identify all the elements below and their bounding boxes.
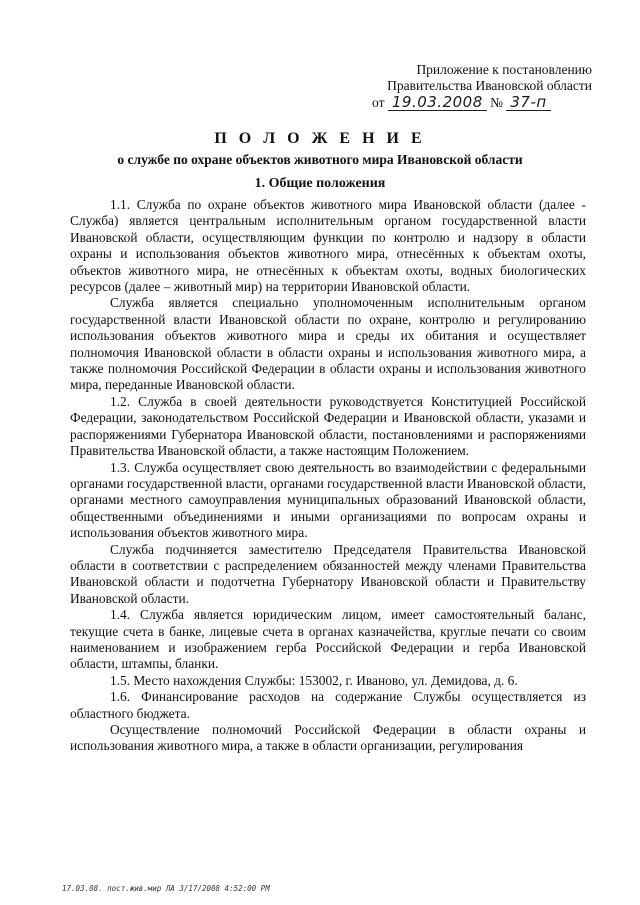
section-heading: 1. Общие положения [254,176,386,191]
file-footer: 17.03.08. пост.жив.мир ЛА 3/17/2008 4:52:00 PM [62,884,270,893]
document-title: П О Л О Ж Е Н И Е [214,130,426,147]
attachment-line-1: Приложение к постановлению [416,62,592,77]
paragraph: 1.4. Служба является юридическим лицом, имеет самостоятельный баланс, текущие счета в банке, лицевые счета в органах казначейства, круглые печати со своим наименованием и изображением герба Российской Федерации и герба Ивановской области, штампы, бланки. [70,607,586,672]
handwritten-number: 37-п [506,94,550,111]
paragraph: 1.6. Финансирование расходов на содержание Службы осуществляется из областного бюджета. [70,689,586,721]
handwritten-date: 19.03.2008 [388,94,487,111]
document-subtitle: о службе по охране объектов животного мира Ивановской области [117,152,523,167]
attachment-header [372,62,592,111]
document-body [70,197,586,755]
paragraph: 1.5. Место нахождения Службы: 153002, г. Иваново, ул. Демидова, д. 6. [110,672,518,688]
paragraph: Служба является специально уполномоченным исполнительным органом государственной власти Ивановской области по охране, контролю и регулированию использования объектов животного мира и среды их обитания и осуществляет полномочия Ивановской области в области охраны и использования животного мира, а также полномочия Российской Федерации в области охраны и использования животного мира, переданные Ивановской области. [70,295,586,393]
paragraph: 1.1. Служба по охране объектов животного мира Ивановской области (далее - Служба) является центральным исполнительным органом государственной власти Ивановской области, осуществляющим функции по контролю и надзору в области охраны и использования объектов животного мира, отнесённых к объектам охоты, объектов животного мира, не отнесённых к объектам охоты, водных биологических ресурсов (далее – животный мир) на территории Ивановской области. [70,197,586,295]
paragraph: Осуществление полномочий Российской Федерации в области охраны и использования животного мира, а также в области организации, регулирования [70,722,586,754]
number-label: № [490,95,504,110]
paragraph: 1.3. Служба осуществляет свою деятельность во взаимодействии с федеральными органами государственной власти, органами государственной власти Ивановской области, органами местного самоуправления муниципальных образований Ивановской области, общественными объединениями и иными организациями по вопросам охраны и использования объектов животного мира. [70,459,586,541]
attachment-date-line [372,94,592,111]
attachment-line-2: Правительства Ивановской области [387,78,592,93]
date-prefix: от [372,95,385,110]
paragraph: Служба подчиняется заместителю Председателя Правительства Ивановской области в соответствии с распределением обязанностей между членами Правительства Ивановской области и подотчетна Губернатору Ивановской области и Правительству Ивановской области. [70,541,586,606]
paragraph: 1.2. Служба в своей деятельности руководствуется Конституцией Российской Федерации, законодательством Российской Федерации и Ивановской области, указами и распоряжениями Губернатора Ивановской области, постановлениями и распоряжениями Правительства Ивановской области, а также настоящим Положением. [70,393,586,459]
